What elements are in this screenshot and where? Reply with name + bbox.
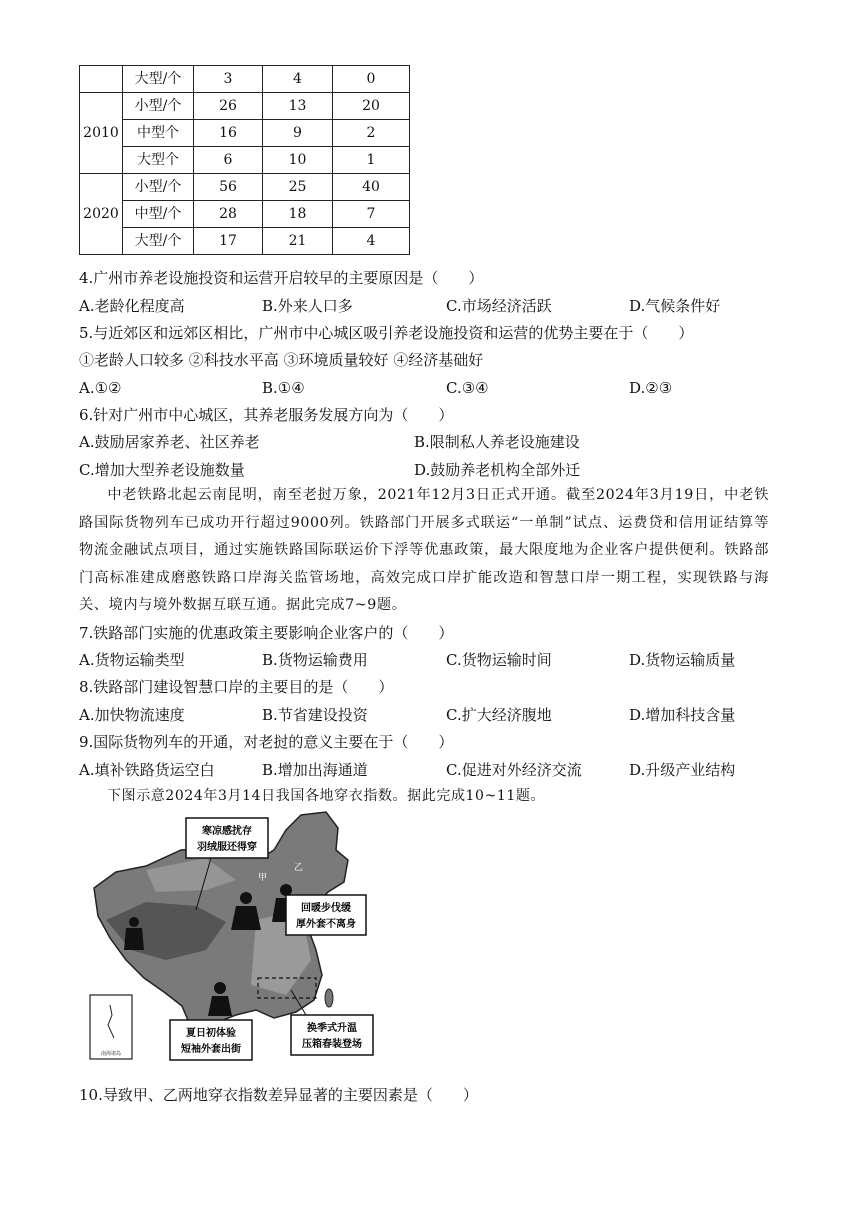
q8-option-c[interactable]: C.扩大经济腹地 [446,706,552,724]
table-type-cell: 中型/个 [123,201,194,228]
q4-option-b[interactable]: B.外来人口多 [262,297,353,315]
table-value-cell: 2 [333,120,410,147]
label-sw [170,1020,252,1060]
dressing-index-map [86,810,386,1065]
q8-option-a[interactable]: A.加快物流速度 [79,706,185,724]
table-value-cell: 1 [333,147,410,174]
table-value-cell: 21 [263,228,333,255]
table-year-cell [80,66,123,93]
q9-stem: 9.国际货物列车的开通，对老挝的意义主要在于（ ） [79,733,454,751]
q9-option-b[interactable]: B.增加出海通道 [262,761,368,779]
table-value-cell: 18 [263,201,333,228]
table-type-cell: 小型/个 [123,93,194,120]
table-type-cell: 大型/个 [123,66,194,93]
table-row [80,201,410,228]
q6-option-d[interactable]: D.鼓励养老机构全部外迁 [414,461,581,479]
table-value-cell: 25 [263,174,333,201]
q4-option-a[interactable]: A.老龄化程度高 [79,297,185,315]
q7-option-d[interactable]: D.货物运输质量 [629,651,736,669]
q5-option-d[interactable]: D.②③ [629,379,673,397]
q8-option-b[interactable]: B.节省建设投资 [262,706,368,724]
q7-stem: 7.铁路部门实施的优惠政策主要影响企业客户的（ ） [79,624,454,642]
table-year-cell: 2010 [80,93,123,174]
table-row [80,93,410,120]
q8-stem: 8.铁路部门建设智慧口岸的主要目的是（ ） [79,678,394,696]
map-intro: 下图示意2024年3月14日我国各地穿衣指数。据此完成10~11题。 [107,788,546,804]
svg-text:夏日初体验: 夏日初体验 [186,1028,236,1039]
table-value-cell: 7 [333,201,410,228]
q9-option-a[interactable]: A.填补铁路货运空白 [79,761,215,779]
table-row [80,228,410,255]
table-type-cell: 大型/个 [123,228,194,255]
table-row [80,66,410,93]
table-type-cell: 中型个 [123,120,194,147]
table-value-cell: 4 [333,228,410,255]
svg-text:寒凉感扰存: 寒凉感扰存 [202,826,252,837]
label-yi: 乙 [294,863,304,873]
table-type-cell: 大型个 [123,147,194,174]
table-value-cell: 17 [194,228,263,255]
table-value-cell: 6 [194,147,263,174]
q9-option-c[interactable]: C.促进对外经济交流 [446,761,582,779]
table-year-cell: 2020 [80,174,123,255]
table-row [80,120,410,147]
table-value-cell: 13 [263,93,333,120]
q8-option-d[interactable]: D.增加科技含量 [629,706,736,724]
table-value-cell: 28 [194,201,263,228]
elderly-facility-table [79,65,410,255]
table-value-cell: 40 [333,174,410,201]
railway-passage: 中老铁路北起云南昆明，南至老挝万象，2021年12月3日正式开通。截至2024年3月19日，中老铁路国际货物列车已成功开行超过9000列。铁路部门开展多式联运“一单制”试点、运费贷和信用证结算等物流金融试点项目，通过实施铁路国际联运价下浮等优惠政策，最大限度地为企业客户提供便利。铁路部门高标准建成磨憨铁路口岸海关监管场地，高效完成口岸扩能改造和智慧口岸一期工程，实现铁路与海关、境内与境外数据互联互通。据此完成7~9题。 [79,487,769,613]
table-row [80,147,410,174]
table-value-cell: 20 [333,93,410,120]
q4-stem: 4.广州市养老设施投资和运营开启较早的主要原因是（ ） [79,269,484,287]
q5-option-c[interactable]: C.③④ [446,379,489,397]
table-value-cell: 0 [333,66,410,93]
label-jia: 甲 [258,873,268,883]
svg-text:换季式升温: 换季式升温 [307,1023,357,1034]
q5-option-a[interactable]: A.①② [79,379,122,397]
q6-option-b[interactable]: B.限制私人养老设施建设 [414,433,580,451]
q6-option-c[interactable]: C.增加大型养老设施数量 [79,461,245,479]
q5-items: ①老龄人口较多 ②科技水平高 ③环境质量较好 ④经济基础好 [79,351,484,369]
svg-text:厚外套不离身: 厚外套不离身 [296,919,356,930]
table-value-cell: 9 [263,120,333,147]
q10-stem: 10.导致甲、乙两地穿衣指数差异显著的主要因素是（ ） [79,1086,478,1104]
q7-option-b[interactable]: B.货物运输费用 [262,651,368,669]
table-value-cell: 16 [194,120,263,147]
table-value-cell: 3 [194,66,263,93]
q4-option-d[interactable]: D.气候条件好 [629,297,721,315]
table-type-cell: 小型/个 [123,174,194,201]
svg-text:回暖步伐缓: 回暖步伐缓 [301,903,351,914]
q6-option-a[interactable]: A.鼓励居家养老、社区养老 [79,433,260,451]
q5-stem: 5.与近郊区和远郊区相比，广州市中心城区吸引养老设施投资和运营的优势主要在于（ ） [79,324,694,342]
label-e [286,895,366,935]
inset-label: 南海诸岛 [100,1051,122,1057]
q6-stem: 6.针对广州市中心城区，其养老服务发展方向为（ ） [79,406,454,424]
q9-option-d[interactable]: D.升级产业结构 [629,761,736,779]
q7-option-a[interactable]: A.货物运输类型 [79,651,185,669]
table-value-cell: 56 [194,174,263,201]
table-value-cell: 10 [263,147,333,174]
q7-option-c[interactable]: C.货物运输时间 [446,651,552,669]
table-row [80,174,410,201]
q4-option-c[interactable]: C.市场经济活跃 [446,297,552,315]
table-value-cell: 4 [263,66,333,93]
table-value-cell: 26 [194,93,263,120]
svg-text:压箱春装登场: 压箱春装登场 [302,1039,362,1050]
q5-option-b[interactable]: B.①④ [262,379,305,397]
svg-text:短袖外套出街: 短袖外套出街 [181,1044,241,1055]
svg-text:羽绒服还得穿: 羽绒服还得穿 [197,842,257,853]
